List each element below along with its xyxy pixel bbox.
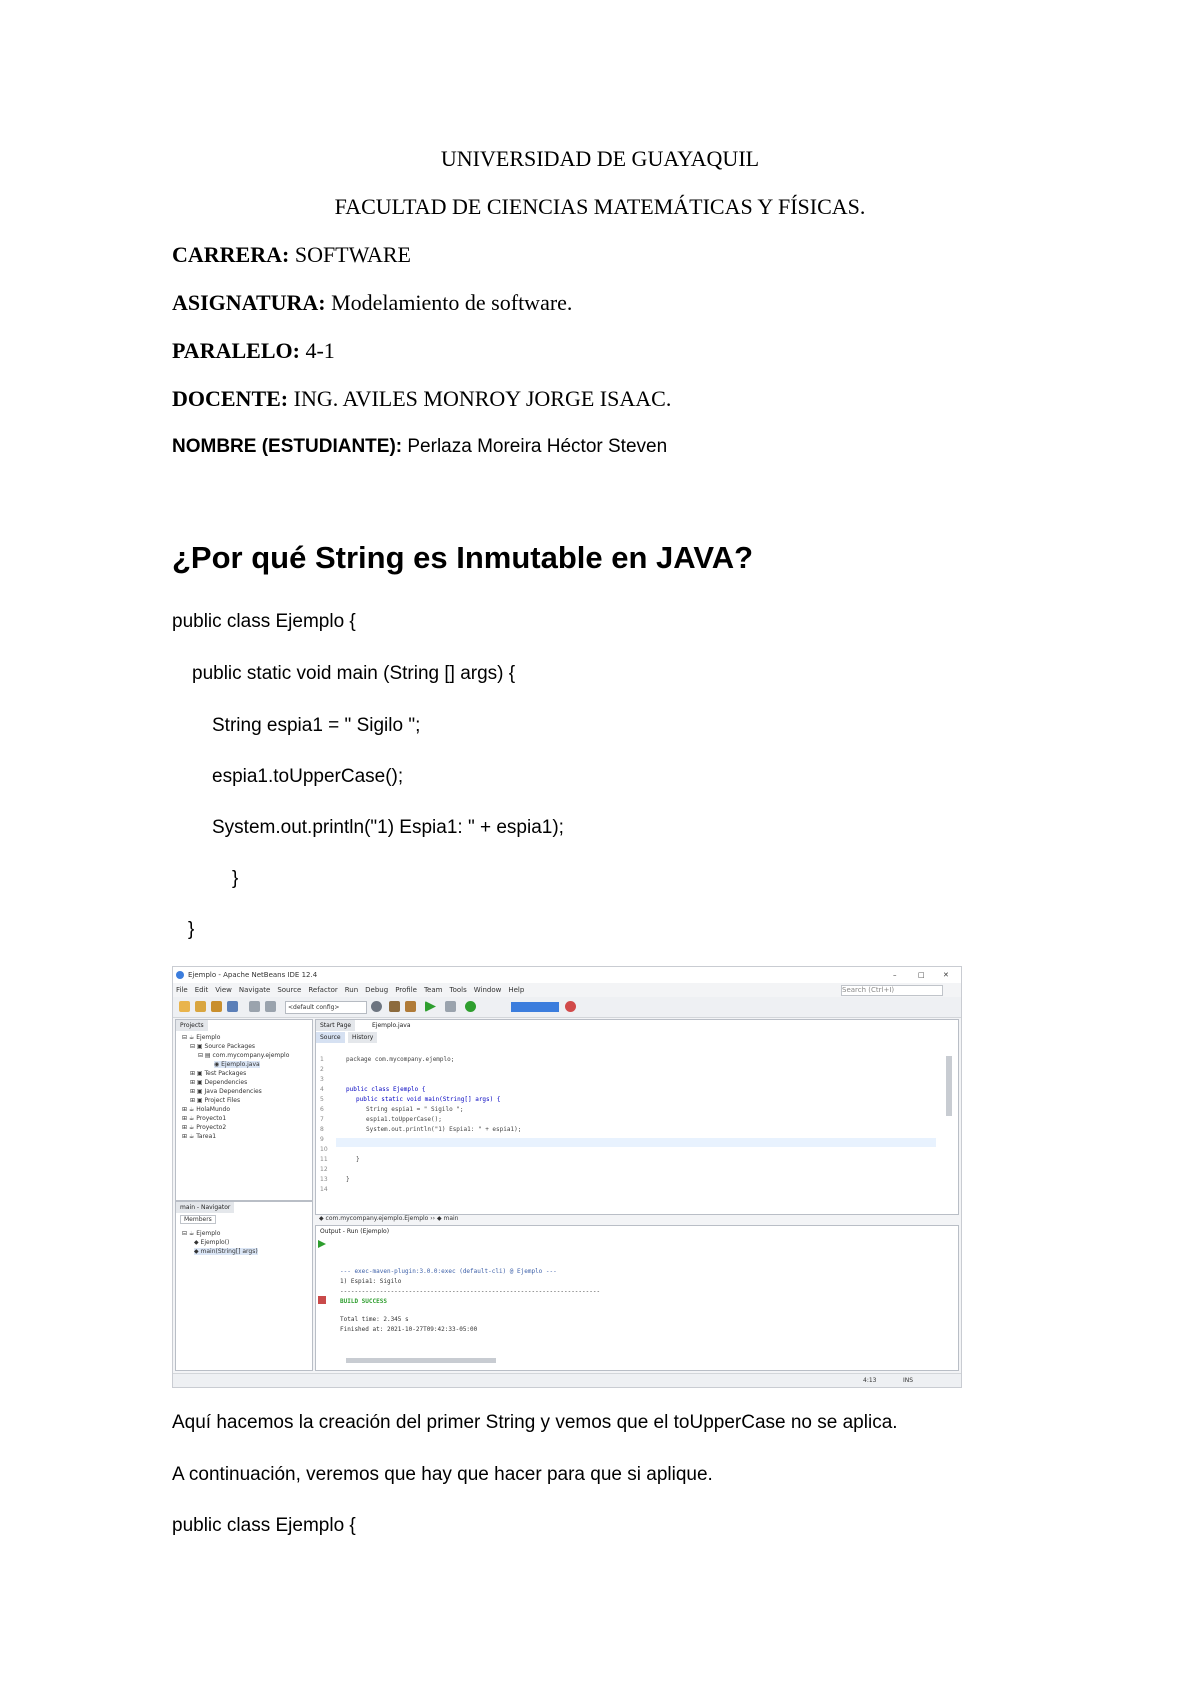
- output-line: ------------------------------------------------------------------------: [340, 1288, 601, 1295]
- ide-menubar: [173, 983, 961, 997]
- menu-profile[interactable]: Profile: [395, 986, 417, 994]
- rerun-icon[interactable]: [318, 1240, 326, 1248]
- section-heading: ¿Por qué String es Inmutable en JAVA?: [172, 540, 754, 575]
- tree-item[interactable]: ⊞ ▣ Test Packages: [190, 1070, 247, 1077]
- tree-item[interactable]: ⊞ ☕ Proyecto2: [182, 1124, 227, 1131]
- line-number: 10: [320, 1146, 328, 1153]
- undo-icon[interactable]: [249, 1001, 260, 1012]
- paragraph: Aquí hacemos la creación del primer String y vemos que el toUpperCase no se aplica.: [172, 1412, 898, 1433]
- tree-item[interactable]: ⊟ ▤ com.mycompany.ejemplo: [198, 1052, 290, 1059]
- editor-code-line[interactable]: }: [356, 1156, 360, 1163]
- editor-code-line[interactable]: public class Ejemplo {: [346, 1086, 426, 1093]
- editor-pane: [315, 1019, 959, 1215]
- student-value: Perlaza Moreira Héctor Steven: [402, 436, 668, 457]
- navigator-tab[interactable]: main - Navigator: [176, 1202, 234, 1213]
- menu-help[interactable]: Help: [508, 986, 525, 994]
- career-value: SOFTWARE: [289, 242, 411, 267]
- menu-team[interactable]: Team: [423, 986, 443, 994]
- line-number: 3: [320, 1076, 324, 1083]
- run-icon[interactable]: [425, 1001, 436, 1012]
- menu-window[interactable]: Window: [473, 986, 502, 994]
- settings-icon[interactable]: [371, 1001, 382, 1012]
- line-number: 4: [320, 1086, 324, 1093]
- faculty-name: FACULTAD DE CIENCIAS MATEMÁTICAS Y FÍSICAS.: [334, 194, 866, 219]
- output-tab[interactable]: Output - Run (Ejemplo): [316, 1226, 393, 1237]
- menu-refactor[interactable]: Refactor: [308, 986, 338, 994]
- navigator-filter[interactable]: Members: [180, 1215, 216, 1224]
- tree-item[interactable]: ⊞ ▣ Project Files: [190, 1097, 241, 1104]
- hammer-icon[interactable]: [389, 1001, 400, 1012]
- tree-item[interactable]: ◉ Ejemplo.java: [214, 1061, 260, 1068]
- tree-item[interactable]: ⊞ ▣ Java Dependencies: [190, 1088, 262, 1095]
- editor-code-line[interactable]: espia1.toUpperCase();: [366, 1116, 442, 1123]
- redo-icon[interactable]: [265, 1001, 276, 1012]
- career-label: CARRERA:: [172, 242, 290, 267]
- code-line: public class Ejemplo {: [172, 1515, 356, 1536]
- minimize-icon[interactable]: –: [893, 971, 897, 979]
- output-line: Finished at: 2021-10-27T09:42:33-05:00: [340, 1326, 478, 1333]
- gc-icon[interactable]: [565, 1001, 576, 1012]
- debug-icon[interactable]: [445, 1001, 456, 1012]
- menu-run[interactable]: Run: [344, 986, 359, 994]
- editor-code-line[interactable]: String espia1 = " Sigilo ";: [366, 1106, 464, 1113]
- profile-icon[interactable]: [465, 1001, 476, 1012]
- editor-code-line[interactable]: System.out.println("1) Espia1: " + espia1);: [366, 1126, 522, 1133]
- line-number: 5: [320, 1096, 324, 1103]
- editor-code-line[interactable]: }: [346, 1176, 350, 1183]
- ide-titlebar: [173, 967, 961, 983]
- tree-item[interactable]: ⊞ ☕ Tarea1: [182, 1133, 217, 1140]
- navigator-item[interactable]: ⊟ ☕ Ejemplo: [182, 1230, 221, 1237]
- navigator-pane: [175, 1201, 313, 1371]
- projects-pane: [175, 1019, 313, 1201]
- menu-tools[interactable]: Tools: [449, 986, 467, 994]
- student-label: NOMBRE (ESTUDIANTE):: [172, 436, 403, 457]
- code-line: public static void main (String [] args) {: [192, 663, 516, 684]
- tree-item[interactable]: ⊟ ▣ Source Packages: [190, 1043, 256, 1050]
- teacher-value: ING. AVILES MONROY JORGE ISAAC.: [288, 386, 672, 411]
- stop-icon[interactable]: [318, 1296, 326, 1304]
- editor-breadcrumb[interactable]: ◆ com.mycompany.ejemplo.Ejemplo ›› ◆ main: [319, 1215, 459, 1222]
- netbeans-logo-icon: [176, 971, 184, 979]
- ide-search-input[interactable]: Search (Ctrl+I): [841, 985, 943, 996]
- line-number: 14: [320, 1186, 328, 1193]
- tree-item[interactable]: ⊞ ☕ Proyecto1: [182, 1115, 227, 1122]
- open-project-icon[interactable]: [211, 1001, 222, 1012]
- menu-file[interactable]: File: [176, 986, 188, 994]
- code-line: System.out.println("1) Espia1: " + espia1);: [212, 817, 564, 838]
- ide-screenshot: [172, 966, 962, 1388]
- subject-line: [172, 290, 572, 316]
- editor-code-line[interactable]: package com.mycompany.ejemplo;: [346, 1056, 455, 1063]
- editor-tab-start[interactable]: Start Page: [316, 1020, 355, 1031]
- ide-window-title: Ejemplo - Apache NetBeans IDE 12.4: [188, 971, 318, 979]
- line-highlight: [336, 1138, 936, 1147]
- output-scrollbar[interactable]: [346, 1358, 496, 1363]
- output-line: Total time: 2.345 s: [340, 1316, 409, 1323]
- editor-tab-file[interactable]: Ejemplo.java: [368, 1020, 415, 1031]
- subject-value: Modelamiento de software.: [325, 290, 573, 315]
- line-number: 6: [320, 1106, 324, 1113]
- output-pane: [315, 1225, 959, 1371]
- line-number: 2: [320, 1066, 324, 1073]
- config-select[interactable]: <default config>: [285, 1001, 367, 1014]
- code-line: }: [232, 868, 239, 889]
- menu-view[interactable]: View: [215, 986, 232, 994]
- student-line: [172, 436, 667, 458]
- code-line: }: [188, 919, 195, 940]
- menu-navigate[interactable]: Navigate: [238, 986, 271, 994]
- line-number: 7: [320, 1116, 324, 1123]
- output-line: BUILD SUCCESS: [340, 1298, 387, 1305]
- ide-statusbar: [173, 1373, 961, 1388]
- editor-code-line[interactable]: public static void main(String[] args) {: [356, 1096, 501, 1103]
- maximize-icon[interactable]: □: [918, 971, 925, 979]
- source-tab[interactable]: Source: [316, 1032, 345, 1043]
- line-number: 12: [320, 1166, 328, 1173]
- menu-source[interactable]: Source: [277, 986, 302, 994]
- clean-build-icon[interactable]: [405, 1001, 416, 1012]
- paragraph: A continuación, veremos que hay que hacer para que si aplique.: [172, 1464, 713, 1485]
- history-tab[interactable]: History: [348, 1032, 377, 1043]
- teacher-label: DOCENTE:: [172, 386, 289, 411]
- navigator-item[interactable]: ◆ Ejemplo(): [194, 1239, 230, 1246]
- code-line: String espia1 = " Sigilo ";: [212, 715, 421, 736]
- tree-item[interactable]: ⊞ ☕ HolaMundo: [182, 1106, 231, 1113]
- line-number: 11: [320, 1156, 328, 1163]
- code-line: public class Ejemplo {: [172, 611, 356, 632]
- section-value: 4-1: [299, 338, 335, 363]
- line-number: 1: [320, 1056, 324, 1063]
- output-line: --- exec-maven-plugin:3.0.0:exec (default-cli) @ Ejemplo ---: [340, 1268, 557, 1275]
- save-all-icon[interactable]: [227, 1001, 238, 1012]
- section-label: PARALELO:: [172, 338, 300, 363]
- menu-edit[interactable]: Edit: [194, 986, 209, 994]
- menu-debug[interactable]: Debug: [365, 986, 389, 994]
- tree-item[interactable]: ⊞ ▣ Dependencies: [190, 1079, 248, 1086]
- new-project-icon[interactable]: [179, 1001, 190, 1012]
- code-line: espia1.toUpperCase();: [212, 766, 404, 787]
- new-file-icon[interactable]: [195, 1001, 206, 1012]
- teacher-line: [172, 386, 671, 412]
- line-number: 8: [320, 1126, 324, 1133]
- insert-mode: INS: [903, 1377, 914, 1384]
- tree-item[interactable]: ⊟ ☕ Ejemplo: [182, 1034, 221, 1041]
- memory-indicator[interactable]: [511, 1002, 559, 1012]
- subject-label: ASIGNATURA:: [172, 290, 326, 315]
- university-name: UNIVERSIDAD DE GUAYAQUIL: [440, 146, 760, 171]
- projects-tab[interactable]: Projects: [176, 1020, 208, 1031]
- section-line: [172, 338, 335, 364]
- cursor-position: 4:13: [863, 1377, 877, 1384]
- close-icon[interactable]: ✕: [943, 971, 949, 979]
- line-number: 9: [320, 1136, 324, 1143]
- output-line: 1) Espia1: Sigilo: [340, 1278, 402, 1285]
- navigator-item[interactable]: ◆ main(String[] args): [194, 1248, 258, 1255]
- line-number: 13: [320, 1176, 328, 1183]
- ide-toolbar: [173, 997, 961, 1018]
- editor-scrollbar[interactable]: [946, 1056, 952, 1116]
- career-line: [172, 242, 411, 268]
